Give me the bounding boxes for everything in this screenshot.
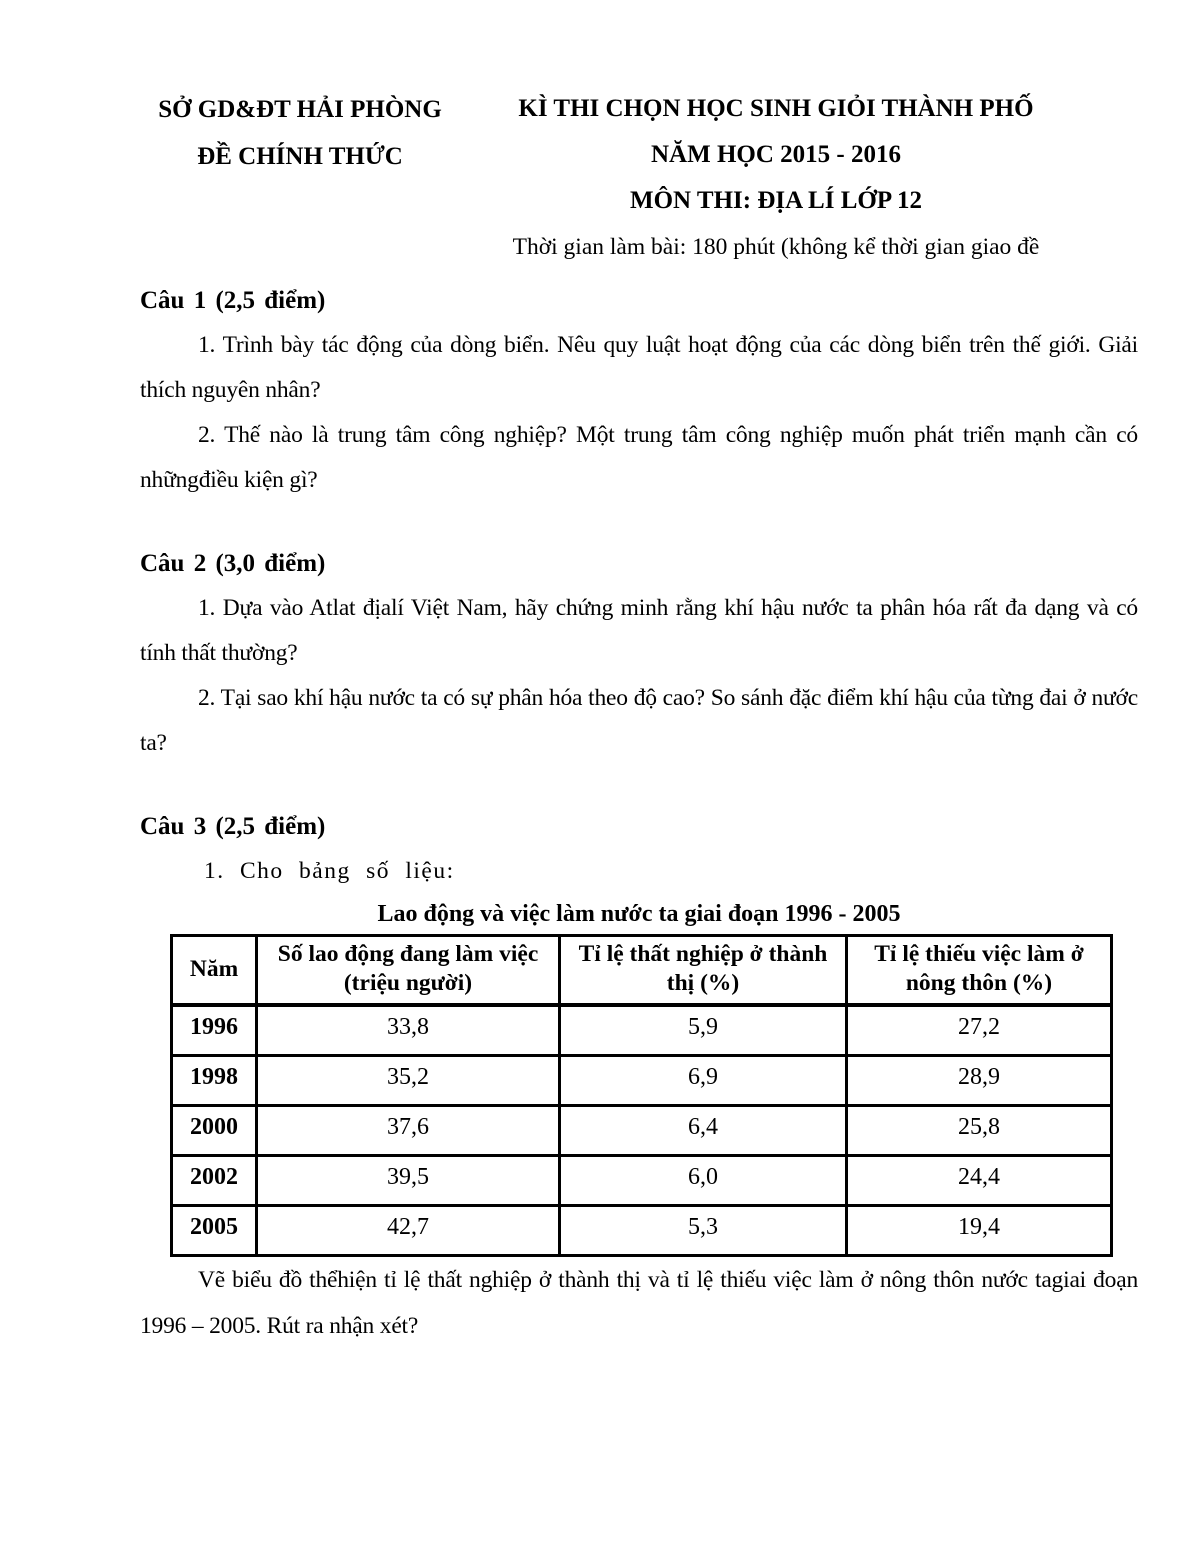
col-header-rural-underemployment: Tỉ lệ thiếu việc làm ở nông thôn (%) [847,936,1112,1006]
exam-title: KÌ THI CHỌN HỌC SINH GIỎI THÀNH PHỐ [518,95,1034,122]
header-right-block [496,86,1056,270]
question-2-part-1: 1. Dựa vào Atlat địalí Việt Nam, hãy chứng minh rằng khí hậu nước ta phân hóa rất đa dạng và có tính thất thường? [140,595,1138,666]
question-3-section [140,804,1138,1349]
cell-urban-unemployment: 6,4 [560,1106,847,1156]
cell-rural-underemployment: 25,8 [847,1106,1112,1156]
department-name: SỞ GD&ĐT HẢI PHÒNG [158,96,442,123]
table-row [172,1056,1112,1106]
question-2-section [140,541,1138,766]
col-header-workers: Số lao động đang làm việc (triệu người) [257,936,560,1006]
official-exam-label: ĐỀ CHÍNH THỨC [197,143,403,170]
chart-drawing-instruction: Vẽ biểu đồ thểhiện tỉ lệ thất nghiệp ở thành thị và tỉ lệ thiếu việc làm ở nông thôn nước tagiai đoạn 1996 – 2005. Rút ra nhận xét? [140,1267,1138,1339]
question-3-heading: Câu 3 (2,5 điểm) [140,813,326,840]
question-2-part-2: 2. Tại sao khí hậu nước ta có sự phân hóa theo độ cao? So sánh đặc điểm khí hậu của từng đai ở nước ta? [140,685,1138,756]
cell-workers: 33,8 [257,1005,560,1056]
table-row [172,1156,1112,1206]
subject-line: MÔN THI: ĐỊA LÍ LỚP 12 [630,187,922,214]
cell-urban-unemployment: 5,3 [560,1206,847,1256]
cell-rural-underemployment: 24,4 [847,1156,1112,1206]
cell-workers: 42,7 [257,1206,560,1256]
cell-year: 1998 [172,1056,257,1106]
col-header-urban-unemployment: Tỉ lệ thất nghiệp ở thành thị (%) [560,936,847,1006]
question-1-part-2: 2. Thế nào là trung tâm công nghiệp? Một trung tâm công nghiệp muốn phát triển mạnh cần có nhữngđiều kiện gì? [140,422,1138,493]
table-row [172,1206,1112,1256]
question-3-part-1: 1. Cho bảng số liệu: [204,858,455,884]
cell-year: 2000 [172,1106,257,1156]
cell-urban-unemployment: 6,0 [560,1156,847,1206]
header-left-block [152,86,448,180]
cell-year: 2002 [172,1156,257,1206]
cell-urban-unemployment: 5,9 [560,1005,847,1056]
school-year: NĂM HỌC 2015 - 2016 [651,141,901,168]
table-header-row [172,936,1112,1006]
exam-body [140,278,1138,1349]
cell-year: 2005 [172,1206,257,1256]
cell-workers: 37,6 [257,1106,560,1156]
cell-urban-unemployment: 6,9 [560,1056,847,1106]
cell-rural-underemployment: 19,4 [847,1206,1112,1256]
cell-rural-underemployment: 28,9 [847,1056,1112,1106]
col-header-year: Năm [172,936,257,1006]
cell-year: 1996 [172,1005,257,1056]
cell-workers: 39,5 [257,1156,560,1206]
table-row [172,1106,1112,1156]
table-title: Lao động và việc làm nước ta giai đoạn 1996 - 2005 [377,901,901,927]
table-row [172,1005,1112,1056]
question-1-heading: Câu 1 (2,5 điểm) [140,287,326,314]
duration-line: Thời gian làm bài: 180 phút (không kể thời gian giao đề [512,234,1040,260]
question-1-section [140,278,1138,503]
document-header [0,0,1200,270]
question-2-heading: Câu 2 (3,0 điểm) [140,550,326,577]
question-1-part-1: 1. Trình bày tác động của dòng biển. Nêu quy luật hoạt động của các dòng biển trên thế giới. Giải thích nguyên nhân? [140,332,1138,403]
labor-employment-table [170,934,1113,1257]
cell-rural-underemployment: 27,2 [847,1005,1112,1056]
cell-workers: 35,2 [257,1056,560,1106]
